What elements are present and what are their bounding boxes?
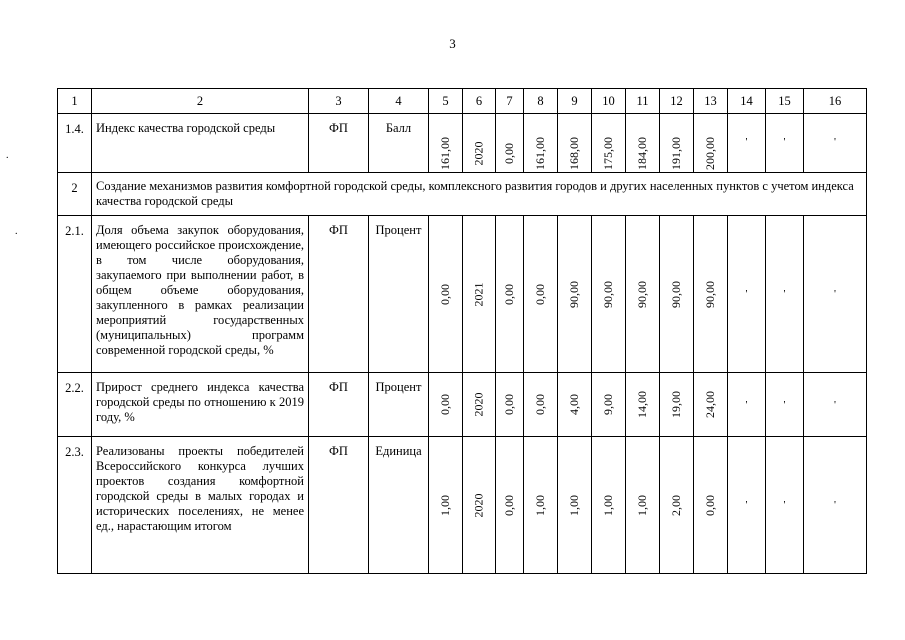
value-cell: 90,00 — [592, 216, 626, 373]
col-header: 1 — [58, 89, 92, 114]
indicator-name: Индекс качества городской среды — [92, 114, 309, 173]
col-header: 3 — [309, 89, 369, 114]
margin-dot: . — [6, 150, 9, 161]
value-cell: 0,00 — [496, 216, 524, 373]
value-cell: 24,00 — [694, 373, 728, 437]
col-header: 11 — [626, 89, 660, 114]
value-cell: 14,00 — [626, 373, 660, 437]
value-cell: 2021 — [463, 216, 496, 373]
table-row — [58, 373, 867, 437]
value-cell: 0,00 — [524, 216, 558, 373]
value-cell: 0,00 — [496, 437, 524, 574]
table-row — [58, 437, 867, 574]
empty-mark: ' — [766, 216, 804, 373]
empty-mark: ' — [766, 114, 804, 173]
row-number: 2.1. — [58, 216, 92, 373]
row-number: 2.3. — [58, 437, 92, 574]
empty-mark: ' — [728, 437, 766, 574]
value-cell: 168,00 — [558, 114, 592, 173]
value-cell: 0,00 — [496, 114, 524, 173]
indicator-name: Реализованы проекты победителей Всероссийского конкурса лучших проектов создания комфортной городской среды в малых городах и исторических поселениях, не менее ед., нарастающим итогом — [92, 437, 309, 574]
col-header: 10 — [592, 89, 626, 114]
value-cell: 200,00 — [694, 114, 728, 173]
page-number: 3 — [449, 36, 456, 51]
value-cell: 0,00 — [429, 216, 463, 373]
col-header: 2 — [92, 89, 309, 114]
empty-mark: ' — [728, 216, 766, 373]
col-header: 16 — [804, 89, 867, 114]
value-cell: 90,00 — [694, 216, 728, 373]
row-number: 2.2. — [58, 373, 92, 437]
empty-mark: ' — [728, 373, 766, 437]
value-cell: 2020 — [463, 373, 496, 437]
col-header: 8 — [524, 89, 558, 114]
indicators-table — [57, 88, 867, 574]
value-cell: 90,00 — [558, 216, 592, 373]
col-header: 4 — [369, 89, 429, 114]
value-cell: 0,00 — [524, 373, 558, 437]
value-cell: 1,00 — [592, 437, 626, 574]
value-cell: 2,00 — [660, 437, 694, 574]
indicator-unit: Единица — [369, 437, 429, 574]
col-header: 12 — [660, 89, 694, 114]
empty-mark: ' — [804, 216, 867, 373]
value-cell: 2020 — [463, 114, 496, 173]
section-number: 2 — [58, 173, 92, 216]
value-cell: 9,00 — [592, 373, 626, 437]
empty-mark: ' — [766, 437, 804, 574]
indicator-type: ФП — [309, 114, 369, 173]
value-cell: 4,00 — [558, 373, 592, 437]
indicator-unit: Процент — [369, 216, 429, 373]
header-row — [58, 89, 867, 114]
indicator-type: ФП — [309, 216, 369, 373]
row-number: 1.4. — [58, 114, 92, 173]
empty-mark: ' — [804, 114, 867, 173]
margin-dot: . — [15, 226, 18, 237]
col-header: 7 — [496, 89, 524, 114]
value-cell: 0,00 — [496, 373, 524, 437]
value-cell: 191,00 — [660, 114, 694, 173]
col-header: 6 — [463, 89, 496, 114]
value-cell: 1,00 — [524, 437, 558, 574]
indicator-unit: Процент — [369, 373, 429, 437]
value-cell: 0,00 — [694, 437, 728, 574]
empty-mark: ' — [728, 114, 766, 173]
value-cell: 184,00 — [626, 114, 660, 173]
col-header: 5 — [429, 89, 463, 114]
value-cell: 1,00 — [429, 437, 463, 574]
value-cell: 161,00 — [524, 114, 558, 173]
value-cell: 2020 — [463, 437, 496, 574]
indicator-type: ФП — [309, 437, 369, 574]
table-row — [58, 114, 867, 173]
empty-mark: ' — [804, 437, 867, 574]
indicator-unit: Балл — [369, 114, 429, 173]
section-title: Создание механизмов развития комфортной городской среды, комплексного развития городов и других населенных пунктов с учетом индекса качества городской среды — [92, 173, 867, 216]
indicator-name: Прирост среднего индекса качества городской среды по отношению к 2019 году, % — [92, 373, 309, 437]
indicator-type: ФП — [309, 373, 369, 437]
value-cell: 90,00 — [626, 216, 660, 373]
empty-mark: ' — [766, 373, 804, 437]
col-header: 13 — [694, 89, 728, 114]
value-cell: 90,00 — [660, 216, 694, 373]
table-row — [58, 216, 867, 373]
value-cell: 1,00 — [558, 437, 592, 574]
empty-mark: ' — [804, 373, 867, 437]
col-header: 14 — [728, 89, 766, 114]
col-header: 9 — [558, 89, 592, 114]
value-cell: 161,00 — [429, 114, 463, 173]
value-cell: 19,00 — [660, 373, 694, 437]
value-cell: 0,00 — [429, 373, 463, 437]
col-header: 15 — [766, 89, 804, 114]
section-row — [58, 173, 867, 216]
indicator-name: Доля объема закупок оборудования, имеющего российское происхождение, в том числе оборудования, закупаемого при выполнении работ, в общем объеме оборудования, закупленного в рамках реализации мероприятий государственных (муниципальных) программ современной городской среды, % — [92, 216, 309, 373]
value-cell: 1,00 — [626, 437, 660, 574]
value-cell: 175,00 — [592, 114, 626, 173]
